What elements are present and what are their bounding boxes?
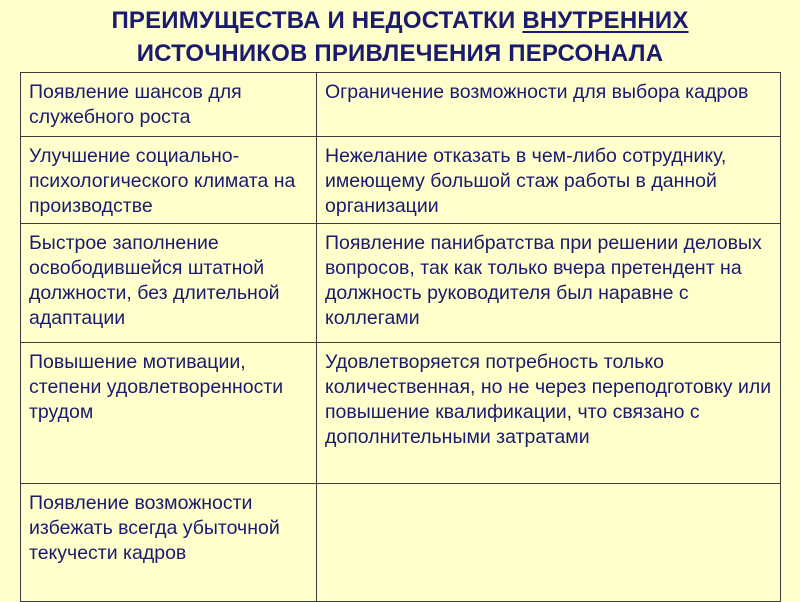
title-underlined-word: ВНУТРЕННИХ <box>522 7 689 34</box>
title-line-1-start: ПРЕИМУЩЕСТВА И НЕДОСТАТКИ <box>111 7 523 34</box>
disadvantage-cell <box>317 484 781 602</box>
page-title <box>0 4 800 70</box>
table-row <box>21 73 781 137</box>
disadvantage-cell: Ограничение возможности для выбора кадров <box>317 73 781 137</box>
table-row <box>21 484 781 602</box>
advantage-cell: Повышение мотивации, степени удовлетворенности трудом <box>21 343 317 484</box>
title-line-2: ИСТОЧНИКОВ ПРИВЛЕЧЕНИЯ ПЕРСОНАЛА <box>136 40 664 67</box>
advantage-cell: Быстрое заполнение освободившейся штатной должности, без длительной адаптации <box>21 224 317 343</box>
disadvantage-cell: Нежелание отказать в чем-либо сотруднику, имеющему большой стаж работы в данной организации <box>317 137 781 224</box>
table-row <box>21 224 781 343</box>
table-row <box>21 137 781 224</box>
table-row <box>21 343 781 484</box>
advantage-cell: Появление шансов для служебного роста <box>21 73 317 137</box>
advantage-cell: Улучшение социально-психологического климата на производстве <box>21 137 317 224</box>
advantage-cell: Появление возможности избежать всегда убыточной текучести кадров <box>21 484 317 602</box>
pros-cons-table <box>20 72 781 602</box>
title-line-1 <box>0 4 800 37</box>
disadvantage-cell: Появление панибратства при решении деловых вопросов, так как только вчера претендент на должность руководителя был наравне с коллегами <box>317 224 781 343</box>
disadvantage-cell: Удовлетворяется потребность только количественная, но не через переподготовку или повышение квалификации, что связано с дополнительными затратами <box>317 343 781 484</box>
